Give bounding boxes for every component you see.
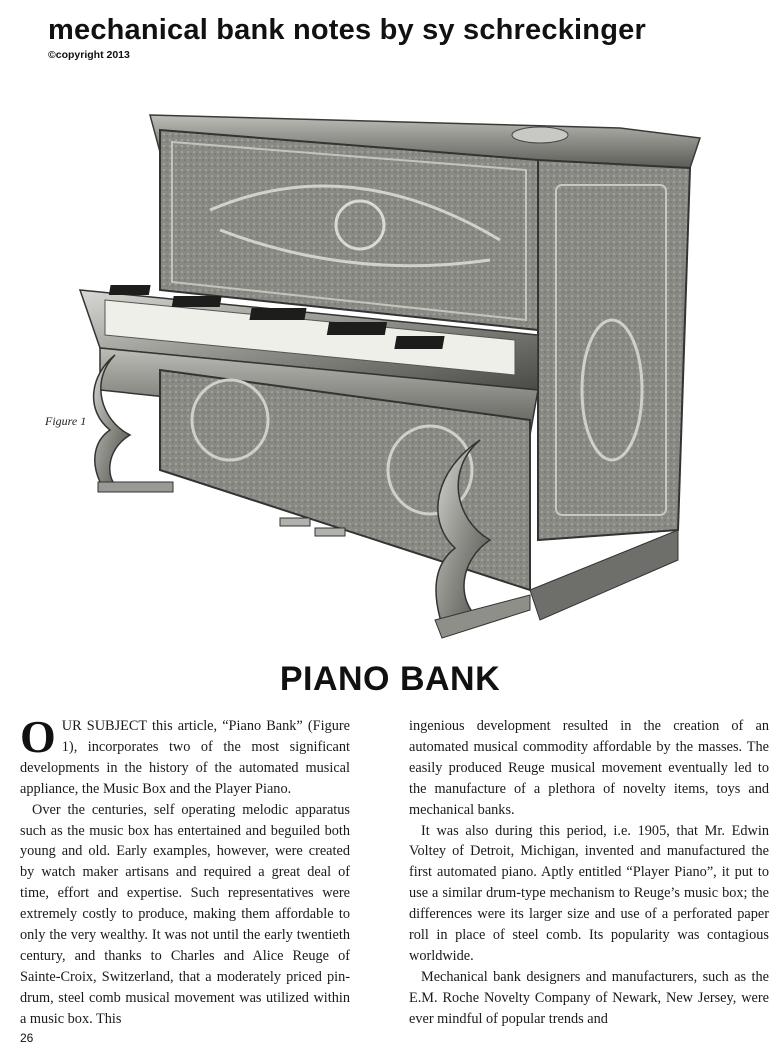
article-paragraph: It was also during this period, i.e. 1905, that Mr. Edwin Voltey of Detroit, Michigan, invented and manufactured the first automated piano. Aptly entitled “Player Piano”, it put to use a similar drum-type mechanism to Reuge’s music box; the differences were its larger size and use of a perforated paper roll in place of steel comb. Its popularity was contagious worldwide. — [409, 822, 769, 964]
article-paragraph — [20, 711, 350, 800]
piano-bank-figure — [60, 90, 720, 670]
figure-label: Figure 1 — [45, 414, 87, 428]
article-title: PIANO BANK — [279, 660, 501, 698]
article-paragraph: ingenious development resulted in the creation of an automated musical commodity affordable by the masses. The easily produced Reuge musical movement eventually led to the manufacture of a plethora of novelty items, toys and mechanical banks. — [409, 718, 769, 818]
article-paragraph: Mechanical bank designers and manufacturers, such as the E.M. Roche Novelty Company of Newark, New Jersey, were ever mindful of popular trends and — [409, 968, 769, 1027]
header-copyright: ©copyright 2013 — [48, 49, 130, 61]
article-column-right — [409, 716, 769, 1030]
piano-bank-illustration — [60, 90, 720, 670]
article-paragraph: Over the centuries, self operating melodic apparatus such as the music box has entertained and beguiled both young and old. Early examples, however, were created by watch maker artisans and required a great deal of time, effort and expertise. Such representatives were extremely costly to produce, making them affordable to only the very wealthy. It was not until the early twentieth century, and thanks to Charles and Alice Reuge of Sainte-Croix, Switzerland, that a moderately priced pin-drum, steel comb musical movement was utilized within a music box. This — [20, 801, 350, 1027]
dropcap-letter: O — [20, 711, 56, 762]
paragraph-text: UR SUBJECT this article, “Piano Bank” (Figure 1), incorporates two of the most significant developments in the history of the automated musical appliance, the Music Box and the Player Piano. — [20, 718, 350, 797]
article-column-left — [20, 711, 350, 1030]
header-title: mechanical bank notes by sy schreckinger — [48, 14, 646, 46]
page-number: 26 — [20, 1031, 34, 1045]
